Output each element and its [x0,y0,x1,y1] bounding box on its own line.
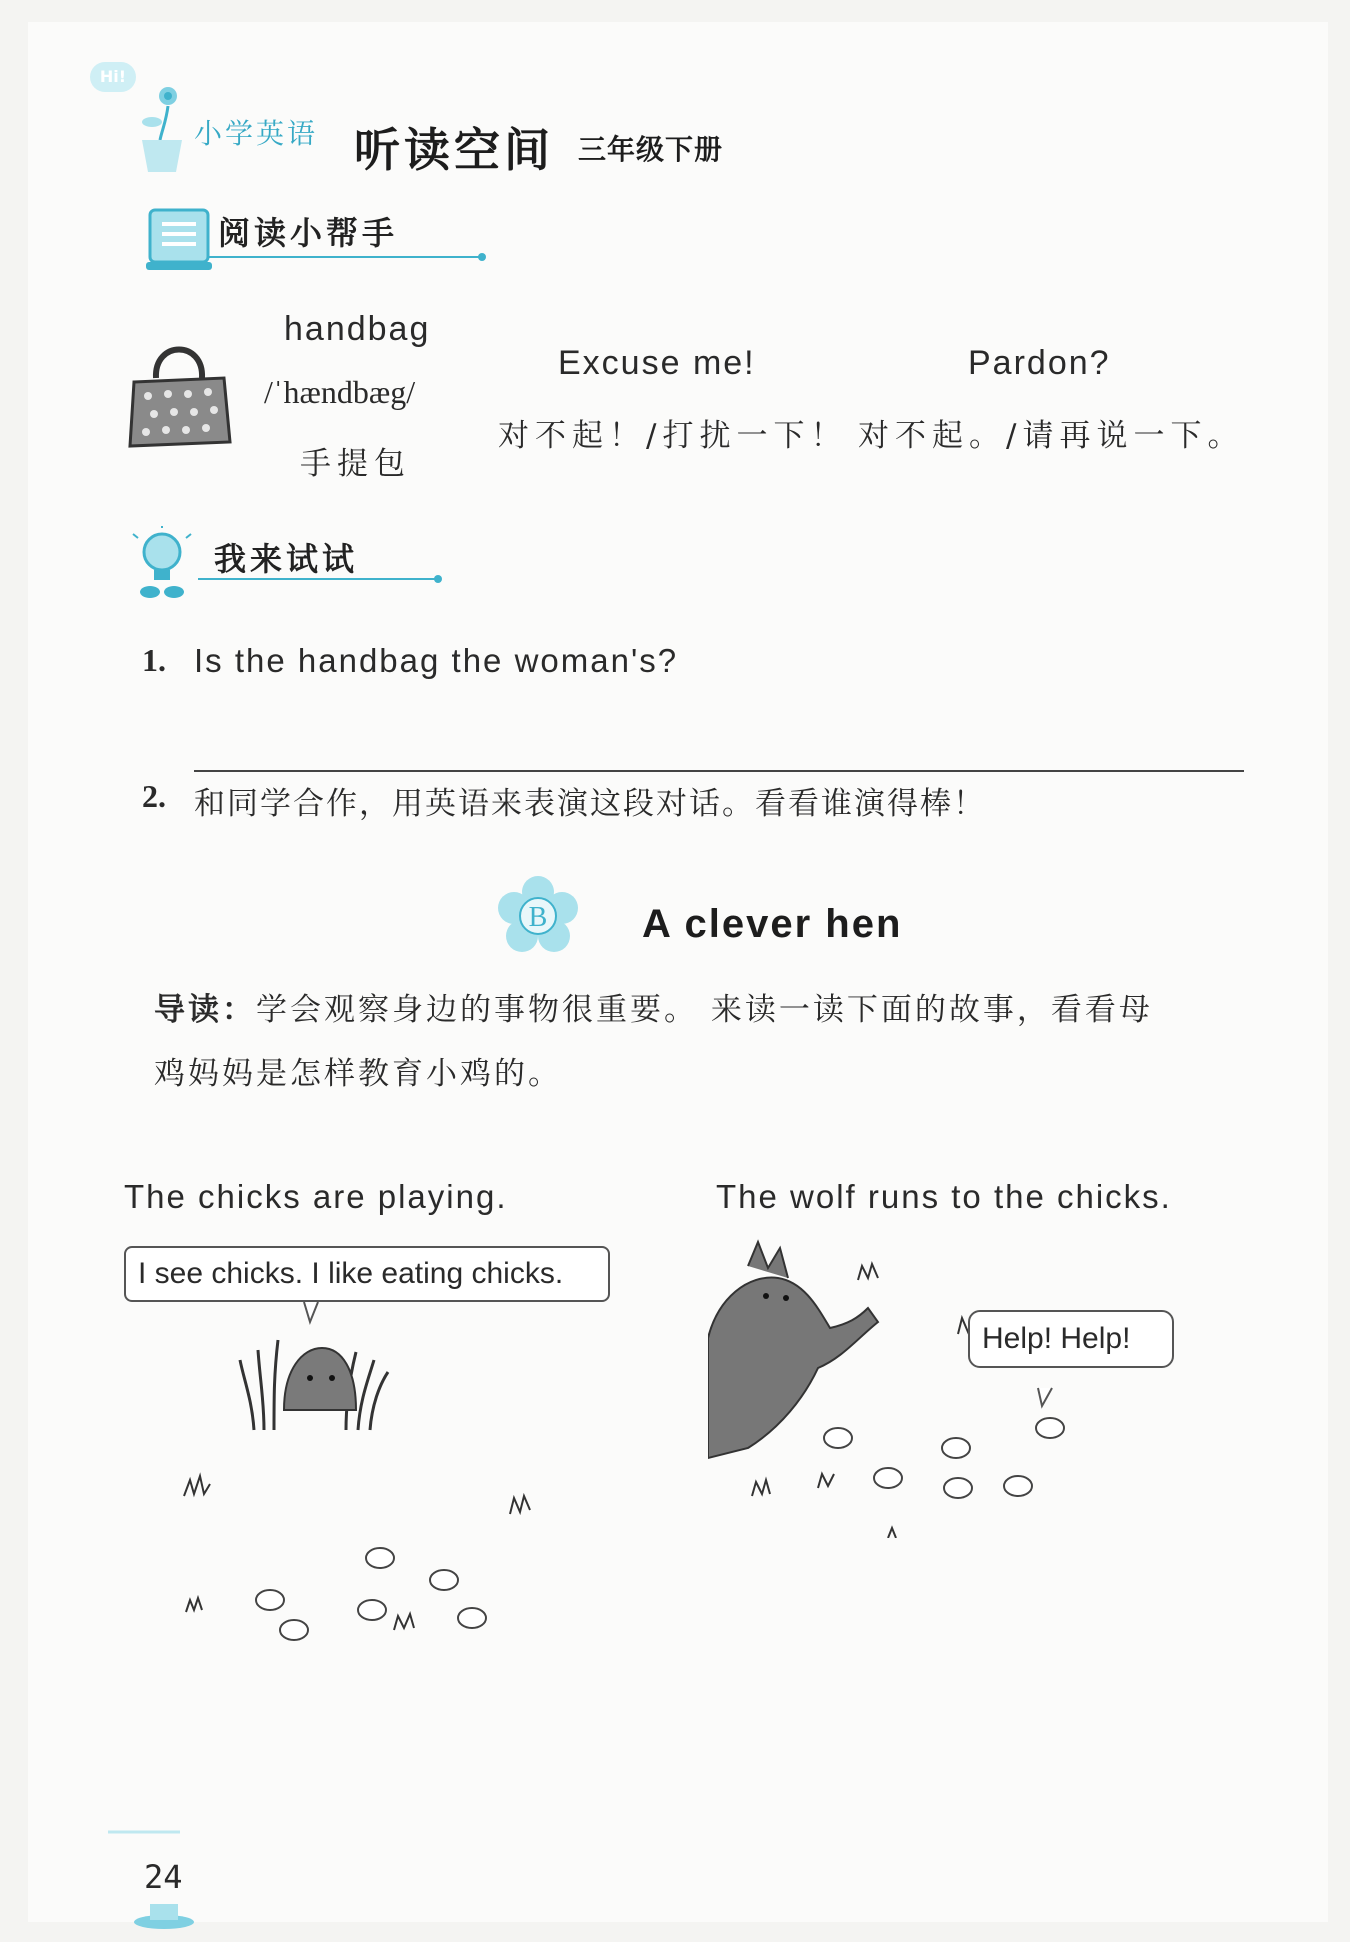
question-1-number: 1. [142,642,166,678]
story-guide-line-2: 鸡妈妈是怎样教育小鸡的。 [154,1056,562,1092]
vocab-word-handbag: handbag [284,310,431,348]
question-2-number: 2. [142,778,166,814]
header-title: 听读空间 [354,123,554,177]
panel-1-illustration [124,1300,624,1660]
book-icon [142,200,222,280]
flower-pot-icon [130,78,194,174]
panel-1-caption: The chicks are playing. [124,1178,508,1215]
vocab-meaning-handbag: 手提包 [300,446,411,482]
panel-2-caption: The wolf runs to the chicks. [716,1178,1172,1215]
header-grade: 三年级下册 [578,133,724,166]
panel-2-speech-bubble: Help! Help! [968,1310,1174,1368]
section-b-badge-icon [498,876,578,956]
answer-line[interactable] [194,770,1244,772]
question-1-text: Is the handbag the woman's? [194,642,679,679]
lightbulb-icon [132,526,192,602]
question-2-text: 和同学合作，用英语来表演这段对话。看看谁演得棒！ [194,786,986,822]
page [28,22,1328,1922]
svg-text:B: B [528,902,548,933]
vocab-phonetic-handbag: /ˈhændbæg/ [264,374,416,410]
hi-badge: Hi! [90,62,136,92]
handbag-icon [124,332,234,456]
reading-helper-underline [208,256,482,258]
vocab-meaning-pardon: 对不起。/请再说一下。 [858,418,1245,454]
vocab-word-excuse-me: Excuse me! [558,344,756,382]
try-it-heading: 我来试试 [214,540,359,578]
panel-2-illustration [708,1238,1228,1538]
page-number: 24 [144,1858,183,1896]
vocab-meaning-excuse-me: 对不起！/打扰一下！ [498,418,848,454]
story-guide-line-1 [154,984,1153,1029]
vocab-word-pardon: Pardon? [968,344,1111,382]
reading-helper-heading: 阅读小帮手 [218,214,399,252]
header-subtitle: 小学英语 [194,117,319,150]
story-title: A clever hen [642,902,903,946]
guide-text-1: 学会观察身边的事物很重要。 来读一读下面的故事，看看母 [256,992,1153,1028]
guide-label: 导读： [154,992,256,1028]
try-it-underline [198,578,438,580]
panel-1-speech-bubble: I see chicks. I like eating chicks. [124,1246,610,1302]
